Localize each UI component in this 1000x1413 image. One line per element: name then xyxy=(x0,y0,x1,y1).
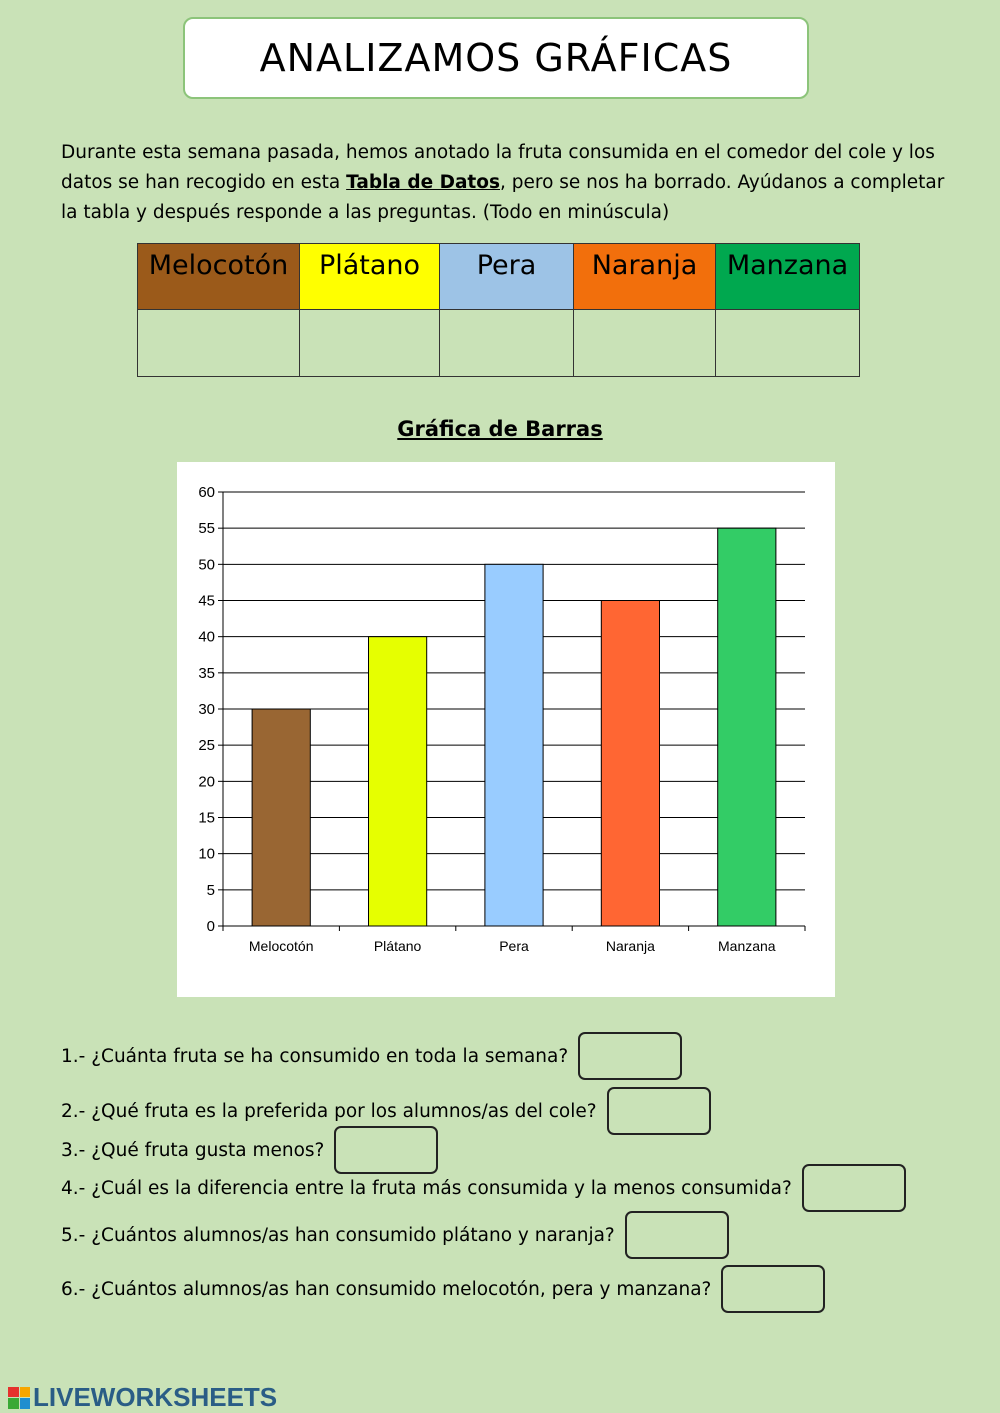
intro-paragraph xyxy=(61,138,951,228)
chart-title: Gráfica de Barras xyxy=(397,417,603,441)
data-table xyxy=(137,243,860,377)
input-cell-pera[interactable] xyxy=(440,310,574,377)
y-tick-label: 60 xyxy=(198,484,215,501)
bar-chart-svg xyxy=(177,462,835,997)
bar xyxy=(252,709,310,926)
y-tick-label: 0 xyxy=(206,918,215,935)
header-melocoton: Melocotón xyxy=(138,244,300,310)
x-tick-label: Manzana xyxy=(718,938,776,954)
melocoton-input[interactable] xyxy=(138,310,299,376)
bar xyxy=(718,528,776,926)
naranja-input[interactable] xyxy=(574,310,715,376)
bar xyxy=(369,637,427,926)
question-5: 5.- ¿Cuántos alumnos/as han consumido plátano y naranja? xyxy=(61,1211,729,1259)
input-cell-platano[interactable] xyxy=(300,310,440,377)
answer-box-4[interactable] xyxy=(802,1164,906,1212)
manzana-input[interactable] xyxy=(716,310,859,376)
intro-text-end: , pero se nos ha borrado. Ayúdanos a completar la tabla y después responde a las preguntas. (Todo en minúscula) xyxy=(61,172,945,223)
liveworksheets-logo xyxy=(8,1382,277,1413)
question-2: 2.- ¿Qué fruta es la preferida por los alumnos/as del cole? xyxy=(61,1087,711,1135)
bar-chart xyxy=(177,462,835,997)
answer-box-5[interactable] xyxy=(625,1211,729,1259)
platano-input[interactable] xyxy=(300,310,439,376)
logo-text: LIVEWORKSHEETS xyxy=(33,1382,278,1412)
intro-bold-link: Tabla de Datos xyxy=(346,172,500,193)
header-manzana: Manzana xyxy=(716,244,860,310)
answer-box-2[interactable] xyxy=(607,1087,711,1135)
y-tick-label: 40 xyxy=(198,628,215,646)
x-tick-label: Pera xyxy=(499,938,529,954)
y-tick-label: 30 xyxy=(198,701,215,718)
answer-box-6[interactable] xyxy=(721,1265,825,1313)
question-1: 1.- ¿Cuánta fruta se ha consumido en toda la semana? xyxy=(61,1032,682,1080)
bar xyxy=(601,601,659,927)
pera-input[interactable] xyxy=(440,310,573,376)
y-tick-label: 25 xyxy=(198,737,215,755)
intro-text-start: Durante esta semana pasada, hemos anotado la fruta consumida en el comedor del cole y los datos se han recogido en esta xyxy=(61,142,935,193)
input-cell-manzana[interactable] xyxy=(716,310,860,377)
worksheet-title: ANALIZAMOS GRÁFICAS xyxy=(183,17,809,99)
question-6: 6.- ¿Cuántos alumnos/as han consumido melocotón, pera y manzana? xyxy=(61,1265,825,1313)
y-tick-label: 55 xyxy=(198,520,215,538)
y-tick-label: 15 xyxy=(198,809,215,827)
y-tick-label: 35 xyxy=(198,664,215,682)
bar xyxy=(485,564,543,926)
y-tick-label: 20 xyxy=(198,773,215,791)
question-3: 3.- ¿Qué fruta gusta menos? xyxy=(61,1126,438,1174)
x-tick-label: Plátano xyxy=(373,938,422,954)
logo-icon xyxy=(8,1387,30,1409)
x-tick-label: Melocotón xyxy=(248,938,314,954)
header-naranja: Naranja xyxy=(574,244,716,310)
y-tick-label: 45 xyxy=(198,592,215,610)
x-tick-label: Naranja xyxy=(605,938,655,954)
input-cell-melocoton[interactable] xyxy=(138,310,300,377)
question-4: 4.- ¿Cuál es la diferencia entre la fruta más consumida y la menos consumida? xyxy=(61,1164,906,1212)
y-tick-label: 50 xyxy=(198,556,215,574)
y-tick-label: 10 xyxy=(198,845,215,863)
header-platano: Plátano xyxy=(300,244,440,310)
answer-box-1[interactable] xyxy=(578,1032,682,1080)
input-cell-naranja[interactable] xyxy=(574,310,716,377)
y-tick-label: 5 xyxy=(206,881,215,899)
header-pera: Pera xyxy=(440,244,574,310)
